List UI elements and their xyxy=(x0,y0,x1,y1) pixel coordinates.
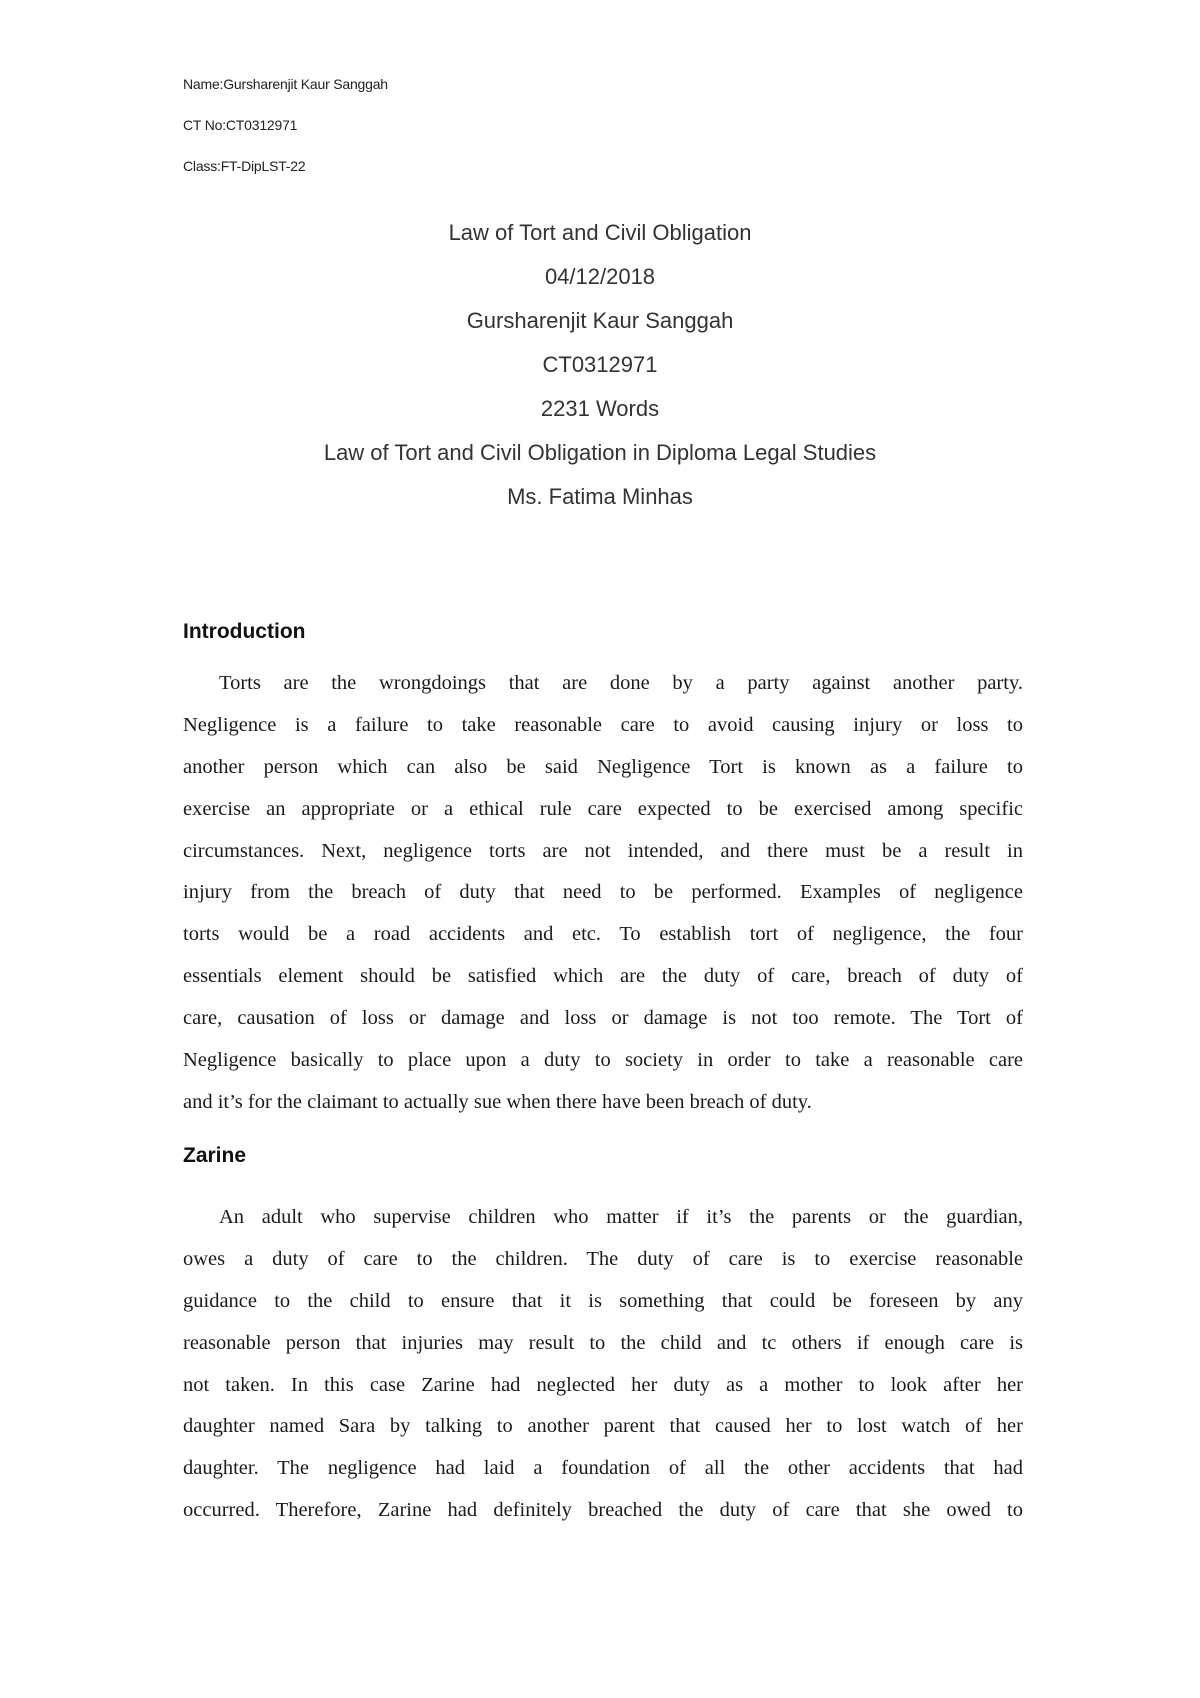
word-count: 2231 Words xyxy=(540,396,660,421)
paragraph-line: guidance to the child to ensure that it is something that could be foreseen by any xyxy=(183,1289,1023,1312)
paragraph-line: An adult who supervise children who matter if it’s the parents or the guardian, xyxy=(219,1206,1023,1228)
paragraph-line: exercise an appropriate or a ethical rule care expected to be exercised among specific xyxy=(183,797,1023,820)
program-title: Law of Tort and Civil Obligation in Diploma Legal Studies xyxy=(323,440,877,465)
paragraph-line: Torts are the wrongdoings that are done by a party against another party. xyxy=(219,672,1023,694)
zarine-heading: Zarine xyxy=(183,1144,247,1167)
paragraph-line: injury from the breach of duty that need to be performed. Examples of negligence xyxy=(183,881,1023,904)
paragraph-line: care, causation of loss or damage and loss or damage is not too remote. The Tort of xyxy=(183,1007,1023,1030)
paragraph-line: daughter named Sara by talking to another parent that caused her to lost watch of her xyxy=(183,1415,1023,1438)
paragraph-line: Negligence is a failure to take reasonable care to avoid causing injury or loss to xyxy=(183,713,1023,736)
student-name: Gursharenjit Kaur Sanggah xyxy=(466,308,734,333)
course-title: Law of Tort and Civil Obligation xyxy=(448,220,752,245)
paragraph-line: Negligence basically to place upon a duty to society in order to take a reasonable care xyxy=(183,1049,1023,1072)
paragraph-line: daughter. The negligence had laid a foundation of all the other accidents that had xyxy=(183,1457,1023,1480)
paragraph-line: not taken. In this case Zarine had neglected her duty as a mother to look after her xyxy=(183,1373,1023,1396)
paragraph-line: essentials element should be satisfied which are the duty of care, breach of duty of xyxy=(183,965,1023,988)
student-name-line: Name:Gursharenjit Kaur Sanggah xyxy=(183,76,388,92)
title-block xyxy=(0,218,1200,526)
paragraph-line: another person which can also be said Negligence Tort is known as a failure to xyxy=(183,755,1023,778)
paragraph-line: and it’s for the claimant to actually sue when there have been breach of duty. xyxy=(183,1090,812,1113)
student-ct: CT0312971 xyxy=(542,352,658,377)
ct-number-line: CT No:CT0312971 xyxy=(183,117,298,133)
lecturer-name: Ms. Fatima Minhas xyxy=(507,484,693,509)
introduction-paragraph xyxy=(183,663,1023,1124)
class-line: Class:FT-DipLST-22 xyxy=(183,158,306,174)
paragraph-line: occurred. Therefore, Zarine had definitely breached the duty of care that she owed to xyxy=(183,1499,1023,1522)
paragraph-line: circumstances. Next, negligence torts are not intended, and there must be a result in xyxy=(183,839,1023,862)
paragraph-line: torts would be a road accidents and etc. To establish tort of negligence, the four xyxy=(183,923,1023,946)
zarine-paragraph xyxy=(183,1197,1023,1532)
student-info-header xyxy=(183,74,388,197)
introduction-heading: Introduction xyxy=(183,620,306,643)
paragraph-line: owes a duty of care to the children. The duty of care is to exercise reasonable xyxy=(183,1247,1023,1270)
paragraph-line: reasonable person that injuries may result to the child and tc others if enough care is xyxy=(183,1331,1023,1354)
submission-date: 04/12/2018 xyxy=(544,264,656,289)
